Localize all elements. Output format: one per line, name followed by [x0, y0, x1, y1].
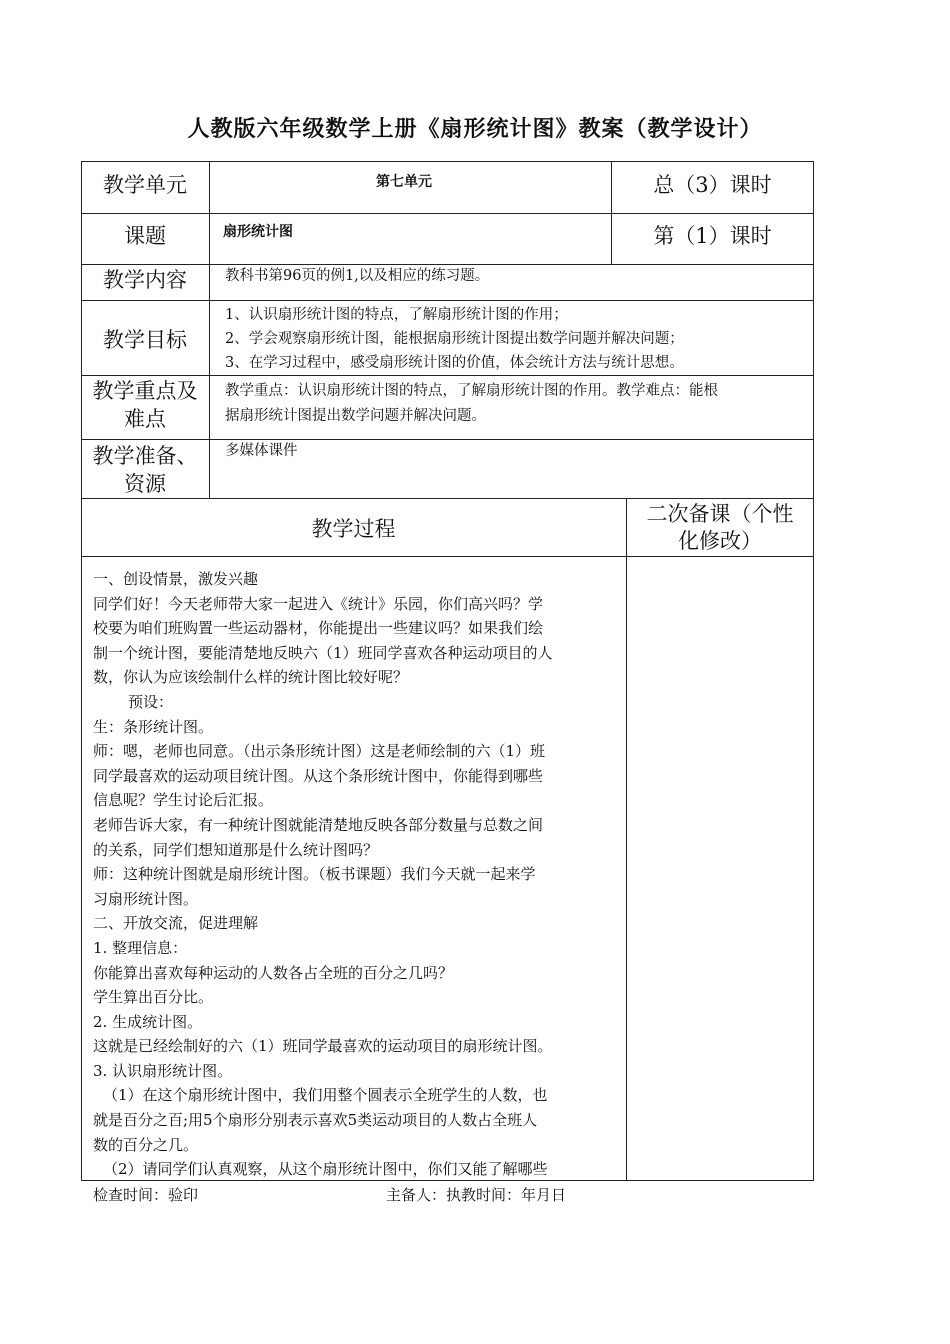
- page-title: 人教版六年级数学上册《扇形统计图》教案（教学设计）: [187, 117, 763, 142]
- process-line: 数的百分之几。: [93, 1135, 199, 1154]
- goal-item: 2、学会观察扇形统计图，能根据扇形统计图提出数学问题并解决问题；: [225, 331, 684, 347]
- process-line: 同学最喜欢的运动项目统计图。从这个条形统计图中，你能得到哪些: [93, 766, 544, 785]
- process-line: 2. 生成统计图。: [93, 1012, 203, 1031]
- process-line: 的关系，同学们想知道那是什么统计图吗？: [93, 840, 379, 859]
- process-line: 你能算出喜欢每种运动的人数各占全班的百分之几吗？: [93, 963, 454, 982]
- lesson-number: 第（1）课时: [653, 224, 772, 248]
- process-line: 一、创设情景，激发兴趣: [93, 570, 259, 588]
- process-line: 信息呢？学生讨论后汇报。: [93, 791, 274, 810]
- process-line: 这就是已经绘制好的六（1）班同学最喜欢的运动项目的扇形统计图。: [93, 1037, 553, 1056]
- process-line: 同学们好！今天老师带大家一起进入《统计》乐园，你们高兴吗？学: [93, 594, 544, 613]
- process-line: 数，你认为应该绘制什么样的统计图比较好呢？: [93, 668, 409, 687]
- column-divider: [626, 498, 627, 1181]
- process-line: 预设：: [128, 692, 174, 711]
- row-divider: [81, 556, 814, 557]
- process-line: 生：条形统计图。: [93, 717, 214, 736]
- process-line: 3. 认识扇形统计图。: [93, 1061, 233, 1080]
- process-line: 二、开放交流，促进理解: [93, 914, 259, 933]
- topic-value: 扇形统计图: [223, 224, 293, 240]
- row-divider: [81, 439, 814, 440]
- key-points-text: 据扇形统计图提出数学问题并解决问题。: [225, 408, 486, 424]
- preparation-value: 多媒体课件: [225, 443, 298, 459]
- process-line: （2）请同学们认真观察，从这个扇形统计图中，你们又能了解哪些: [103, 1160, 548, 1179]
- process-line: （1）在这个扇形统计图中，我们用整个圆表示全班学生的人数，也: [103, 1086, 548, 1105]
- process-line: 校要为咱们班购置一些运动器材，你能提出一些建议吗？如果我们绘: [93, 619, 544, 638]
- footer-preparer: 主备人：执教时间：年月日: [386, 1186, 567, 1204]
- key-points-text: 教学重点：认识扇形统计图的特点，了解扇形统计图的作用。教学难点：能根: [225, 383, 718, 399]
- process-line: 习扇形统计图。: [93, 889, 199, 908]
- revise-header: 二次备课（个性: [646, 502, 794, 526]
- preparation-label: 教学准备、: [92, 444, 198, 468]
- content-value: 教科书第96页的例1,以及相应的练习题。: [225, 268, 490, 284]
- process-line: 就是百分之百;用5个扇形分别表示喜欢5类运动项目的人数占全班人: [93, 1111, 538, 1130]
- process-line: 制一个统计图，要能清楚地反映六（1）班同学喜欢各种运动项目的人: [93, 643, 553, 662]
- row-divider: [81, 213, 814, 214]
- key-points-label-2: 难点: [124, 407, 166, 431]
- process-line: 学生算出百分比。: [93, 988, 214, 1007]
- process-header: 教学过程: [311, 517, 396, 541]
- process-line: 师：这种统计图就是扇形统计图。（板书课题）我们今天就一起来学: [93, 865, 536, 884]
- total-hours: 总（3）课时: [653, 173, 772, 197]
- unit-label: 教学单元: [103, 173, 187, 197]
- goal-item: 1、认识扇形统计图的特点，了解扇形统计图的作用；: [225, 307, 568, 323]
- unit-value: 第七单元: [376, 174, 432, 190]
- goal-item: 3、在学习过程中，感受扇形统计图的价值，体会统计方法与统计思想。: [225, 355, 684, 371]
- key-points-label: 教学重点及: [92, 379, 198, 403]
- row-divider: [81, 300, 814, 301]
- preparation-label-2: 资源: [124, 472, 166, 496]
- column-divider: [209, 161, 210, 498]
- process-line: 师：嗯，老师也同意。（出示条形统计图）这是老师绘制的六（1）班: [93, 742, 546, 761]
- goals-label: 教学目标: [103, 328, 187, 352]
- content-label: 教学内容: [103, 268, 187, 292]
- row-divider: [81, 375, 814, 376]
- revise-header-2: 化修改）: [678, 529, 762, 553]
- process-line: 老师告诉大家，有一种统计图就能清楚地反映各部分数量与总数之间: [93, 815, 544, 834]
- topic-label: 课题: [124, 224, 166, 248]
- row-divider: [81, 498, 814, 499]
- footer-check-time: 检查时间：验印: [93, 1186, 199, 1204]
- process-body: [93, 567, 623, 1182]
- process-line: 1. 整理信息：: [93, 938, 188, 957]
